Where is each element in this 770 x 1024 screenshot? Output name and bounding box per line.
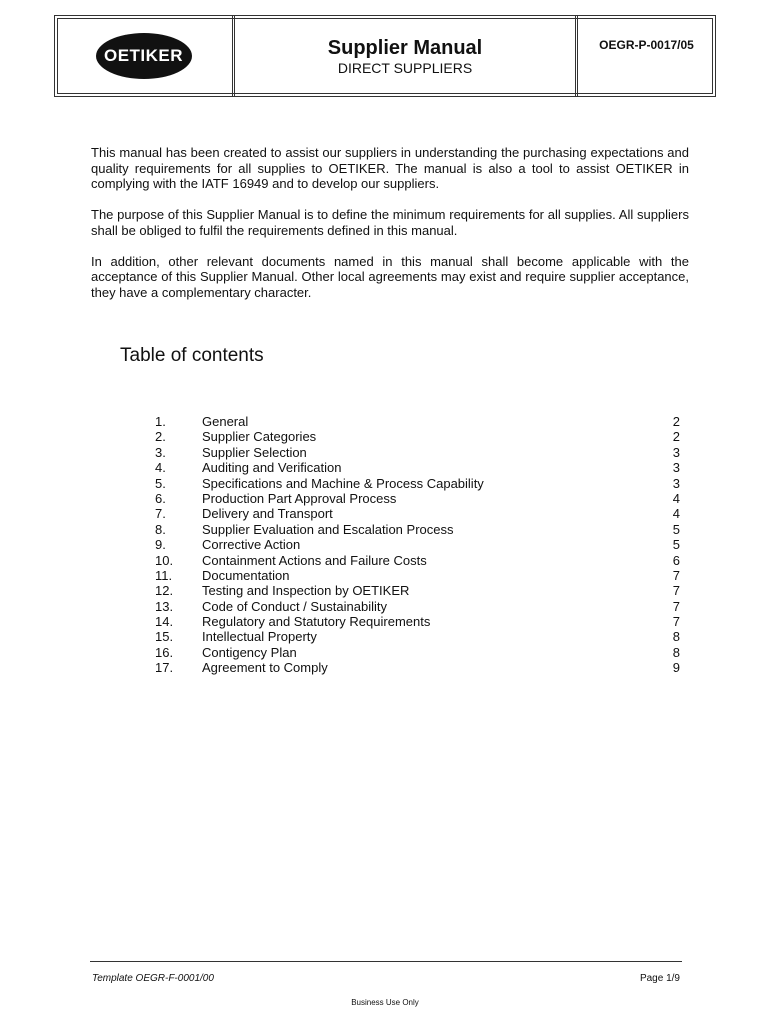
toc-number: 2. bbox=[155, 429, 166, 445]
toc-page-number: 8 bbox=[672, 629, 680, 645]
toc-row bbox=[155, 660, 680, 675]
toc-row bbox=[155, 645, 680, 660]
toc-row bbox=[155, 522, 680, 537]
document-header bbox=[54, 15, 716, 97]
intro-text bbox=[91, 145, 689, 316]
toc-page-number: 4 bbox=[672, 506, 680, 522]
intro-paragraph-1: This manual has been created to assist our suppliers in understanding the purchasing expectations and quality requirements for all supplies to OETIKER. The manual is also a tool to assist OETIKER in complying with the IATF 16949 and to develop our suppliers. bbox=[91, 145, 689, 192]
toc-number: 11. bbox=[155, 567, 173, 583]
toc-label: Documentation bbox=[202, 567, 290, 583]
toc-number: 17. bbox=[155, 660, 174, 676]
toc-page-number: 3 bbox=[672, 460, 680, 476]
toc-number: 16. bbox=[155, 644, 174, 660]
table-of-contents bbox=[155, 414, 680, 676]
toc-page-number: 3 bbox=[672, 475, 680, 491]
toc-label: Auditing and Verification bbox=[202, 460, 342, 476]
toc-number: 12. bbox=[155, 583, 174, 599]
toc-page-number: 7 bbox=[672, 567, 680, 583]
toc-row bbox=[155, 429, 680, 444]
toc-number: 13. bbox=[155, 598, 174, 614]
toc-row bbox=[155, 445, 680, 460]
toc-label: Specifications and Machine & Process Capability bbox=[202, 475, 484, 491]
toc-row bbox=[155, 568, 680, 583]
oetiker-logo bbox=[96, 33, 192, 79]
toc-row bbox=[155, 506, 680, 521]
toc-row bbox=[155, 491, 680, 506]
toc-label: Intellectual Property bbox=[202, 629, 317, 645]
toc-label: Containment Actions and Failure Costs bbox=[202, 552, 427, 568]
title-cell bbox=[235, 16, 578, 96]
toc-number: 1. bbox=[155, 414, 166, 429]
toc-page-number: 2 bbox=[672, 414, 680, 429]
toc-page-number: 7 bbox=[672, 583, 680, 599]
toc-label: Production Part Approval Process bbox=[202, 490, 397, 506]
toc-label: Code of Conduct / Sustainability bbox=[202, 598, 387, 614]
toc-row bbox=[155, 537, 680, 552]
toc-label: Contigency Plan bbox=[202, 644, 297, 660]
footer-page-number: Page 1/9 bbox=[639, 973, 680, 984]
toc-label: Supplier Selection bbox=[202, 444, 307, 460]
document-title: Supplier Manual bbox=[327, 37, 483, 59]
toc-label: Agreement to Comply bbox=[202, 660, 328, 676]
toc-page-number: 2 bbox=[672, 429, 680, 445]
toc-page-number: 9 bbox=[672, 660, 680, 676]
toc-row bbox=[155, 476, 680, 491]
toc-number: 14. bbox=[155, 614, 174, 630]
toc-row bbox=[155, 460, 680, 475]
toc-number: 7. bbox=[155, 506, 166, 522]
toc-label: Corrective Action bbox=[202, 537, 301, 553]
toc-number: 5. bbox=[155, 475, 166, 491]
toc-page-number: 6 bbox=[672, 552, 680, 568]
toc-page-number: 7 bbox=[672, 614, 680, 630]
toc-row bbox=[155, 614, 680, 629]
toc-number: 3. bbox=[155, 444, 166, 460]
toc-number: 4. bbox=[155, 460, 166, 476]
classification-label: Business Use Only bbox=[351, 998, 419, 1007]
toc-label: Testing and Inspection by OETIKER bbox=[202, 583, 410, 599]
toc-number: 8. bbox=[155, 521, 166, 537]
toc-page-number: 5 bbox=[672, 521, 680, 537]
toc-page-number: 8 bbox=[672, 644, 680, 660]
toc-row bbox=[155, 553, 680, 568]
toc-page-number: 7 bbox=[672, 598, 680, 614]
intro-paragraph-2: The purpose of this Supplier Manual is to define the minimum requirements for all supplies. All suppliers shall be obliged to fulfil the requirements defined in this manual. bbox=[91, 207, 689, 238]
toc-row bbox=[155, 629, 680, 644]
toc-page-number: 3 bbox=[672, 444, 680, 460]
toc-number: 15. bbox=[155, 629, 174, 645]
toc-label: Supplier Categories bbox=[202, 429, 317, 445]
toc-number: 10. bbox=[155, 552, 174, 568]
toc-label: General bbox=[202, 414, 249, 429]
toc-row bbox=[155, 583, 680, 598]
toc-page-number: 4 bbox=[672, 490, 680, 506]
toc-page-number: 5 bbox=[672, 537, 680, 553]
toc-title: Table of contents bbox=[120, 345, 264, 366]
toc-row bbox=[155, 599, 680, 614]
footer-template-code: Template OEGR-F-0001/00 bbox=[92, 973, 214, 984]
toc-number: 9. bbox=[155, 537, 166, 553]
document-subtitle: DIRECT SUPPLIERS bbox=[337, 60, 473, 76]
toc-row bbox=[155, 414, 680, 429]
toc-number: 6. bbox=[155, 490, 166, 506]
logo-text: OETIKER bbox=[103, 46, 184, 65]
logo-cell bbox=[55, 16, 235, 96]
footer-divider bbox=[90, 961, 682, 962]
toc-label: Regulatory and Statutory Requirements bbox=[202, 614, 431, 630]
document-code: OEGR-P-0017/05 bbox=[599, 38, 694, 52]
intro-paragraph-3: In addition, other relevant documents named in this manual shall become applicable with the acceptance of this Supplier Manual. Other local agreements may exist and require supplier acceptance, they have a complementary character. bbox=[91, 253, 689, 300]
toc-label: Supplier Evaluation and Escalation Process bbox=[202, 521, 454, 537]
code-cell bbox=[578, 16, 715, 96]
toc-label: Delivery and Transport bbox=[202, 506, 333, 522]
